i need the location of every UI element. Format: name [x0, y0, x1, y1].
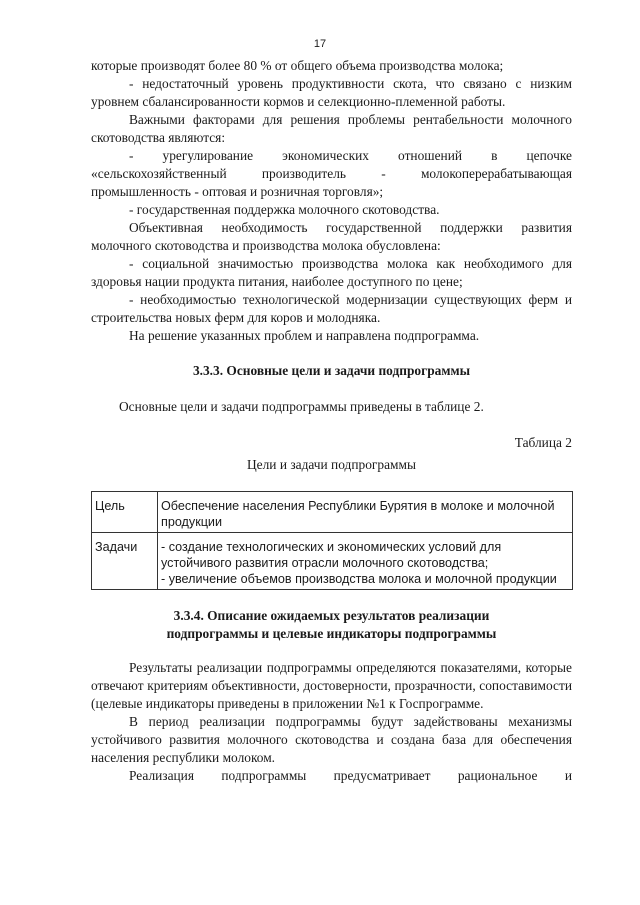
list-item: - недостаточный уровень продуктивности скота, что связано с низким уровнем сбалансированности кормов и селекционно-племенной работы.	[91, 76, 572, 109]
paragraph: Результаты реализации подпрограммы определяются показателями, которые отвечают критериям объективности, достоверности, прозрачности, сопоставимости (целевые индикаторы приведены в приложении №1 к Госпрограмме.	[91, 660, 572, 711]
table-cell-label: Цель	[92, 492, 158, 533]
paragraph: На решение указанных проблем и направлена подпрограмма.	[129, 328, 480, 343]
list-item: - социальной значимостью производства молока как необходимого для здоровья нации продукта питания, наиболее доступного по цене;	[91, 256, 572, 289]
cell-text: - увеличение объемов производства молока и молочной продукции	[161, 572, 557, 586]
table-row	[92, 492, 573, 533]
page-number: 17	[313, 38, 327, 50]
table-cell-content	[158, 533, 573, 590]
section-heading: подпрограммы и целевые индикаторы подпрограммы	[166, 626, 497, 641]
paragraph: В период реализации подпрограммы будут задействованы механизмы устойчивого развития молочного скотоводства и создана база для обеспечения населения республики молоком.	[91, 714, 572, 765]
section-heading: 3.3.4. Описание ожидаемых результатов реализации	[173, 608, 490, 623]
table-cell-content	[158, 492, 573, 533]
paragraph: Важными факторами для решения проблемы рентабельности молочного скотоводства являются:	[91, 112, 572, 145]
table-row	[92, 533, 573, 590]
table-cell-label: Задачи	[92, 533, 158, 590]
list-item: - урегулирование экономических отношений в цепочке «сельскохозяйственный производитель - молокоперерабатывающая промышленность - оптовая и розничная торговля»;	[91, 148, 572, 199]
paragraph: Реализация подпрограммы предусматривает рациональное и	[129, 768, 572, 783]
section-heading: 3.3.3. Основные цели и задачи подпрограммы	[192, 363, 471, 378]
table-caption: Цели и задачи подпрограммы	[247, 457, 416, 472]
list-item: - государственная поддержка молочного скотоводства.	[129, 202, 440, 217]
cell-text: Обеспечение населения Республики Бурятия в молоке и молочной продукции	[161, 499, 555, 529]
paragraph: которые производят более 80 % от общего объема производства молока;	[91, 58, 504, 73]
document-body	[91, 57, 572, 785]
cell-text: - создание технологических и экономических условий для устойчивого развития отрасли молочного скотоводства;	[161, 540, 502, 570]
paragraph: Основные цели и задачи подпрограммы приведены в таблице 2.	[119, 399, 484, 414]
goals-table	[91, 491, 573, 590]
table-label: Таблица 2	[514, 435, 572, 450]
list-item: - необходимостью технологической модернизации существующих ферм и строительства новых ферм для коров и молодняка.	[91, 292, 572, 325]
paragraph: Объективная необходимость государственной поддержки развития молочного скотоводства и производства молока обусловлена:	[91, 220, 572, 253]
